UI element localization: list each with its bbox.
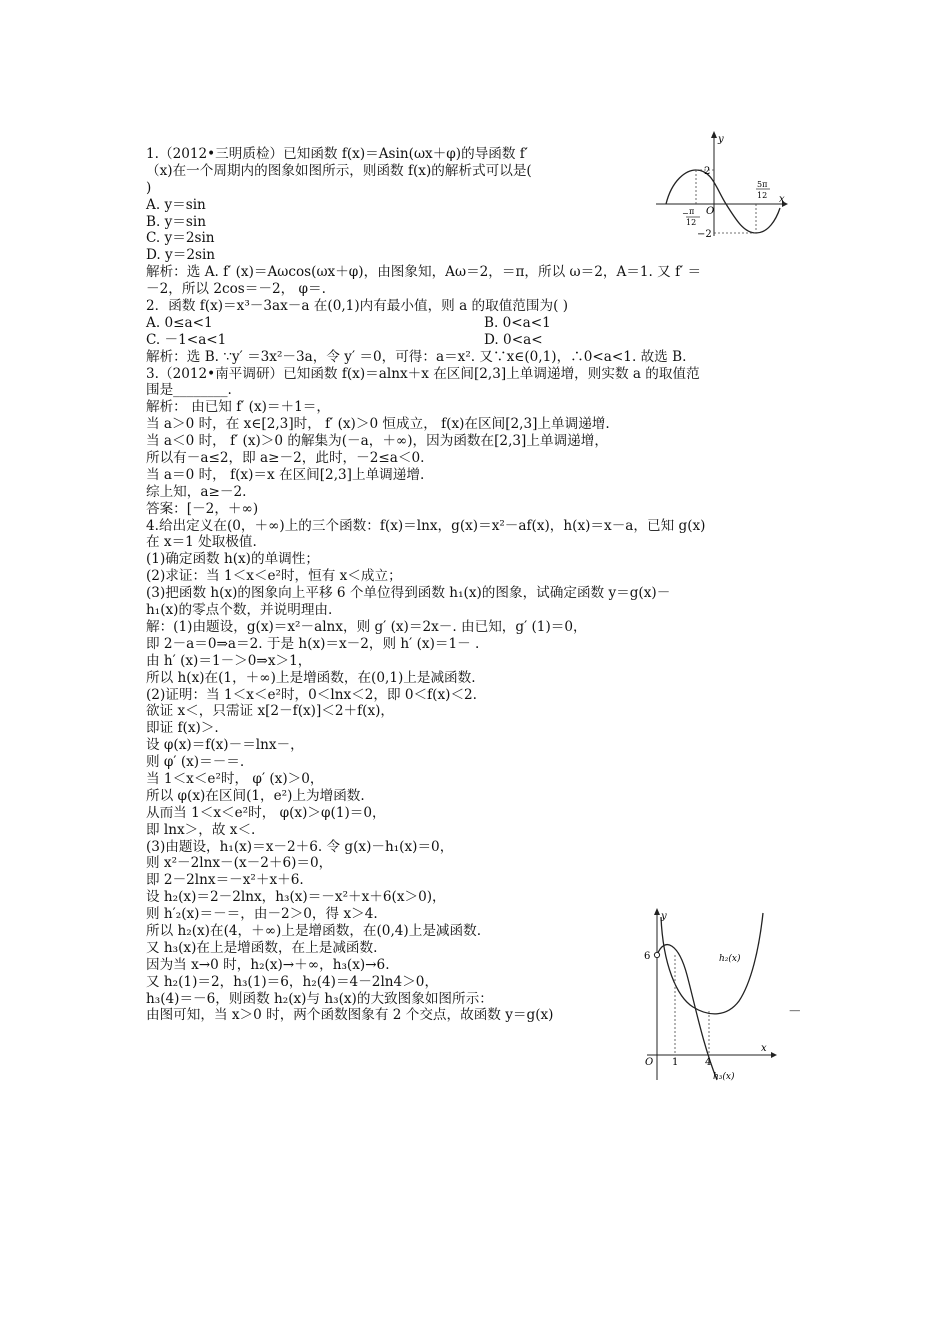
text-line: 答案：[－2，＋∞)	[146, 500, 259, 517]
text-line: (3)把函数 h(x)的图象向上平移 6 个单位得到函数 h₁(x)的图象，试确定函数 y＝g(x)－	[146, 585, 671, 602]
x1-label: 1	[672, 1057, 679, 1068]
text-line: 解析： 由已知 f′ (x)＝＋1＝，	[146, 399, 330, 416]
text-line: 在 x＝1 处取极值.	[146, 534, 257, 551]
text-line: 4.给出定义在(0，＋∞)上的三个函数：f(x)＝lnx，g(x)＝x²－af(x)，h(x)＝x－a，已知 g(x)	[146, 517, 706, 534]
text-line: 从而当 1＜x＜e²时， φ(x)＞φ(1)＝0，	[146, 804, 386, 821]
text-line: 则 h′₂(x)＝－＝，由－2＞0，得 x＞4.	[146, 906, 378, 923]
text-line: 设 φ(x)＝f(x)－＝lnx－，	[146, 737, 304, 754]
text-line: 即 lnx＞，故 x＜.	[146, 821, 256, 838]
text-line: 则 φ′ (x)＝－＝.	[146, 754, 245, 771]
text-line: 欲证 x＜，只需证 x[2－f(x)]＜2＋f(x)，	[146, 703, 395, 720]
derivative-graph-figure	[652, 128, 788, 240]
text-line: 所以 φ(x)在区间(1，e²)上为增函数.	[146, 787, 365, 804]
text-line: 解析：选 A. f′ (x)＝Aωcos(ωx＋φ)，由图象知，Aω＝2，＝π，所以 ω＝2，A＝1. 又 f′ ＝	[146, 264, 702, 281]
text-line: 当 a＜0 时， f′ (x)＞0 的解集为(－a，＋∞)，因为函数在[2,3]上单调递增，	[146, 433, 608, 450]
h2-curve	[661, 913, 763, 1014]
text-line: 又 h₃(x)在上是增函数，在上是减函数.	[146, 939, 378, 956]
text-line: 即 2－a＝0⇒a＝2. 于是 h(x)＝x－2，则 h′ (x)＝1－ .	[146, 635, 480, 652]
option-row	[146, 315, 811, 332]
text-line: h₃(4)＝－6，则函数 h₂(x)与 h₃(x)的大致图象如图所示：	[146, 990, 493, 1007]
x-neg-den: 12	[686, 218, 697, 227]
text-line: 即 2－2lnx＝－x²＋x＋6.	[146, 872, 304, 889]
x-pos-den: 12	[757, 191, 768, 200]
x-axis-label: x	[761, 1043, 767, 1054]
option-a: A. 0≤a<1	[146, 314, 213, 331]
text-line: 所以 h(x)在(1，＋∞)上是增函数，在(0,1)上是减函数.	[146, 669, 476, 686]
text-line: (1)确定函数 h(x)的单调性；	[146, 551, 319, 568]
option-row	[146, 332, 811, 349]
text-line: 所以 h₂(x)在(4，＋∞)上是增函数，在(0,4)上是减函数.	[146, 922, 482, 939]
y-axis-arrow	[711, 131, 717, 138]
text-line: 当 1＜x＜e²时， φ′ (x)＞0，	[146, 770, 324, 787]
text-line: （x)在一个周期内的图象如图所示，则函数 f(x)的解析式可以是(	[146, 162, 532, 179]
text-line: (2)证明：当 1＜x＜e²时，0＜lnx＜2，即 0＜f(x)＜2.	[146, 686, 478, 703]
x-neg-num: π	[689, 207, 695, 216]
y-axis-label: y	[661, 911, 667, 922]
text-line: 则 x²－2lnx－(x－2＋6)＝0，	[146, 855, 333, 872]
text-line: B. y＝sin	[146, 213, 206, 230]
x-axis-arrow	[771, 1052, 777, 1058]
text-line: 所以有－a≤2，即 a≥－2，此时，－2≤a＜0.	[146, 450, 425, 467]
document-text	[146, 146, 811, 1024]
text-line: 解析：选 B. ∵y′ ＝3x²－3a，令 y′ ＝0，可得：a＝x². 又∵x∈(0,1)，∴0<a<1. 故选 B.	[146, 348, 687, 365]
x-pos-num: 5π	[757, 180, 768, 189]
option-c: C. －1<a<1	[146, 331, 227, 348]
open-point	[654, 952, 659, 957]
text-line: (3)由题设，h₁(x)＝x－2＋6. 令 g(x)－h₁(x)＝0，	[146, 838, 454, 855]
text-line: C. y＝2sin	[146, 230, 215, 247]
text-line: 因为当 x→0 时，h₂(x)→＋∞，h₃(x)→6.	[146, 956, 390, 973]
h2-h3-graph-figure	[635, 905, 777, 1082]
text-line: 综上知，a≥－2.	[146, 483, 247, 500]
text-line: A. y＝sin	[146, 196, 206, 213]
h2-label: h₂(x)	[719, 954, 741, 964]
text-line: 围是________.	[146, 382, 232, 399]
y-axis-arrow	[654, 908, 660, 915]
text-line: D. y＝2sin	[146, 247, 216, 264]
text-line: 由图可知，当 x＞0 时，两个函数图象有 2 个交点，故函数 y＝g(x)	[146, 1007, 554, 1024]
text-line: (2)求证：当 1＜x＜e²时，恒有 x＜成立；	[146, 568, 402, 585]
text-line: －2，所以 2cos＝－2， φ＝.	[146, 281, 326, 298]
origin-label: O	[706, 206, 715, 217]
h3-label: h₃(x)	[713, 1072, 735, 1082]
text-line: 又 h₂(1)＝2，h₃(1)＝6，h₂(4)＝4－2ln4＞0，	[146, 973, 439, 990]
text-line: 1.（2012•三明质检）已知函数 f(x)＝Asin(ωx＋φ)的导函数 f′	[146, 146, 528, 162]
text-line: 即证 f(x)＞.	[146, 720, 219, 737]
text-line: 解：(1)由题设，g(x)＝x²－alnx，则 g′ (x)＝2x－. 由已知，g′ (1)＝0，	[146, 618, 587, 635]
y6-label: 6	[644, 951, 651, 962]
text-line: 由 h′ (x)＝1－＞0⇒x＞1，	[146, 652, 312, 669]
x4-label: 4	[705, 1057, 712, 1068]
y-pos-label: 2	[704, 166, 711, 177]
text-line: 当 a＝0 时， f(x)＝x 在区间[2,3]上单调递增.	[146, 466, 425, 483]
text-line: 2．函数 f(x)＝x³－3ax－a 在(0,1)内有最小值，则 a 的取值范围为( )	[146, 298, 569, 315]
text-line: 当 a＞0 时，在 x∈[2,3]时， f′ (x)＞0 恒成立， f(x)在区间[2,3]上单调递增.	[146, 416, 610, 433]
y-axis-label: y	[718, 134, 724, 145]
option-d: D. 0<a<	[484, 331, 543, 348]
option-b: B. 0<a<1	[484, 314, 551, 331]
y-neg-label: −2	[697, 229, 712, 240]
trailing-dash: －	[788, 1004, 802, 1020]
text-line: 设 h₂(x)＝2－2lnx，h₃(x)＝－x²＋x＋6(x＞0)，	[146, 889, 446, 906]
text-line: h₁(x)的零点个数，并说明理由.	[146, 602, 333, 619]
text-line: 3.（2012•南平调研）已知函数 f(x)＝alnx＋x 在区间[2,3]上单调递增，则实数 a 的取值范	[146, 365, 700, 382]
x-neg-sign: −	[682, 209, 689, 218]
text-line: )	[146, 179, 152, 196]
origin-label: O	[645, 1057, 654, 1068]
x-axis-label: x	[779, 194, 785, 205]
